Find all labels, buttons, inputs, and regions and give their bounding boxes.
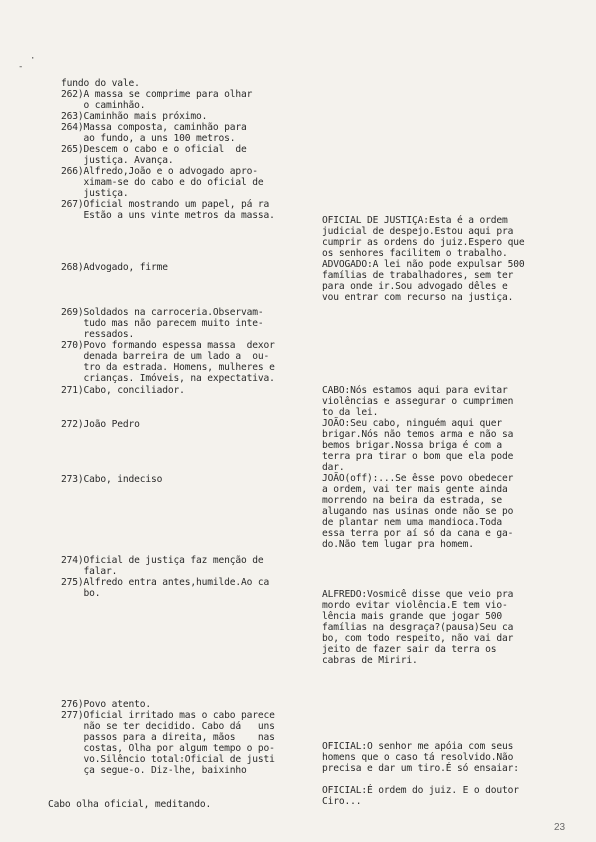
dialogue-line: de plantar nem uma mandioca.Toda	[322, 517, 503, 528]
dialogue-line: cabras de Miriri.	[322, 655, 418, 666]
stage-line: 264)Massa composta, caminhão para	[61, 122, 247, 133]
dialogue-line: essa terra por aí só da cana e ga-	[322, 528, 514, 539]
stage-line: Estão a uns vinte metros da massa.	[61, 210, 275, 221]
stage-line: justiça.	[61, 188, 129, 199]
dialogue-line: JOÃO:Seu cabo, ninguém aqui quer	[322, 418, 503, 429]
dialogue-line: mordo evitar violência.E tem vio-	[322, 600, 508, 611]
dialogue-line: alugando nas usinas onde não se po	[322, 506, 514, 517]
stage-line: 272)João Pedro	[61, 419, 140, 430]
dialogue-line: famílias na desgraça?(pausa)Seu ca	[322, 622, 514, 633]
stage-line: bo.	[61, 588, 101, 599]
dialogue-line: terra pra tirar o bom que ela pode	[322, 451, 514, 462]
dialogue-line: famílias de trabalhadores, sem ter	[322, 270, 514, 281]
stage-line: não se ter decidido. Cabo dá uns	[61, 721, 275, 732]
stage-line: tro da estrada. Homens, mulheres e	[61, 362, 275, 373]
dialogue-line: homens que o caso tá resolvido.Não	[322, 752, 514, 763]
dialogue-line: ADVOGADO:A lei não pode expulsar 500	[322, 259, 525, 270]
stage-line: passos para a direita, mãos nas	[61, 732, 275, 743]
stage-line: 262)A massa se comprime para olhar	[61, 89, 253, 100]
stage-line: vo.Silêncio total:Oficial de justi	[61, 754, 275, 765]
stage-line: 267)Oficial mostrando um papel, pá ra	[61, 199, 270, 210]
dialogue-line: lência mais grande que jogar 500	[322, 611, 503, 622]
margin-mark: -	[18, 62, 24, 72]
dialogue-line: para onde ir.Sou advogado dêles e	[322, 281, 508, 292]
margin-dot: ·	[30, 54, 36, 64]
dialogue-line: CABO:Nós estamos aqui para evitar	[322, 385, 508, 396]
stage-line: 265)Descem o cabo e o oficial de	[61, 144, 247, 155]
stage-line: o caminhão.	[61, 100, 146, 111]
stage-line: 273)Cabo, indeciso	[61, 474, 163, 485]
dialogue-line: OFICIAL:O senhor me apóia com seus	[322, 741, 514, 752]
dialogue-line: jeito de fazer sair da terra os	[322, 644, 497, 655]
dialogue-line: dar.	[322, 462, 345, 473]
stage-line: 271)Cabo, conciliador.	[61, 385, 185, 396]
stage-line: justiça. Avança.	[61, 155, 174, 166]
stage-line: falar.	[61, 566, 118, 577]
dialogue-line: judicial de despejo.Estou aqui pra	[322, 226, 514, 237]
stage-line: 268)Advogado, firme	[61, 262, 168, 273]
stage-line: ressados.	[61, 329, 135, 340]
dialogue-line: os senhores facilitem o trabalho.	[322, 248, 508, 259]
dialogue-line: OFICIAL:É ordem do juiz. E o doutor	[322, 785, 519, 796]
stage-line: 274)Oficial de justiça faz menção de	[61, 555, 264, 566]
stage-line: denada barreira de um lado a ou-	[61, 351, 270, 362]
stage-line: fundo do vale.	[61, 78, 140, 89]
stage-line: 269)Soldados na carroceria.Observam-	[61, 307, 264, 318]
dialogue-line: do.Não tem lugar pra homem.	[322, 539, 474, 550]
dialogue-line: brigar.Nós não temos arma e não sa	[322, 429, 514, 440]
dialogue-line: Ciro...	[322, 796, 362, 807]
dialogue-line: bo, com todo respeito, não vai dar	[322, 633, 514, 644]
stage-line: crianças. Imóveis, na expectativa.	[61, 373, 275, 384]
stage-line: costas, Olha por algum tempo o po-	[61, 743, 275, 754]
dialogue-line: a ordem, vai ter mais gente ainda	[322, 484, 508, 495]
dialogue-line: precisa e dar um tiro.É só ensaiar:	[322, 763, 519, 774]
stage-line: 266)Alfredo,João e o advogado apro-	[61, 166, 258, 177]
dialogue-line: morrendo na beira da estrada, se	[322, 495, 503, 506]
dialogue-line: cumprir as ordens do juiz.Espero que	[322, 237, 525, 248]
stage-line: 275)Alfredo entra antes,humilde.Ao ca	[61, 577, 270, 588]
dialogue-line: violências e assegurar o cumprimen	[322, 396, 514, 407]
dialogue-line: ALFREDO:Vosmicê disse que veio pra	[322, 589, 514, 600]
dialogue-line: OFICIAL DE JUSTIÇA:Esta é a ordem	[322, 215, 508, 226]
stage-line: ça segue-o. Diz-lhe, baixinho	[61, 765, 247, 776]
stage-line: tudo mas não parecem muito inte-	[61, 318, 264, 329]
stage-line: 276)Povo atento.	[61, 699, 152, 710]
dialogue-line: to da lei.	[322, 407, 379, 418]
stage-line: 270)Povo formando espessa massa dexor	[61, 340, 275, 351]
page-number: 23	[554, 822, 566, 833]
stage-line: Cabo olha oficial, meditando.	[48, 799, 212, 810]
stage-line: ao fundo, a uns 100 metros.	[61, 133, 236, 144]
stage-line: 263)Caminhão mais próximo.	[61, 111, 208, 122]
dialogue-line: bemos brigar.Nossa briga é com a	[322, 440, 503, 451]
dialogue-line: JOÃO(off):...Se êsse povo obedecer	[322, 473, 514, 484]
stage-line: ximam-se do cabo e do oficial de	[61, 177, 264, 188]
stage-line: 277)Oficial irritado mas o cabo parece	[61, 710, 275, 721]
dialogue-line: vou entrar com recurso na justiça.	[322, 292, 514, 303]
